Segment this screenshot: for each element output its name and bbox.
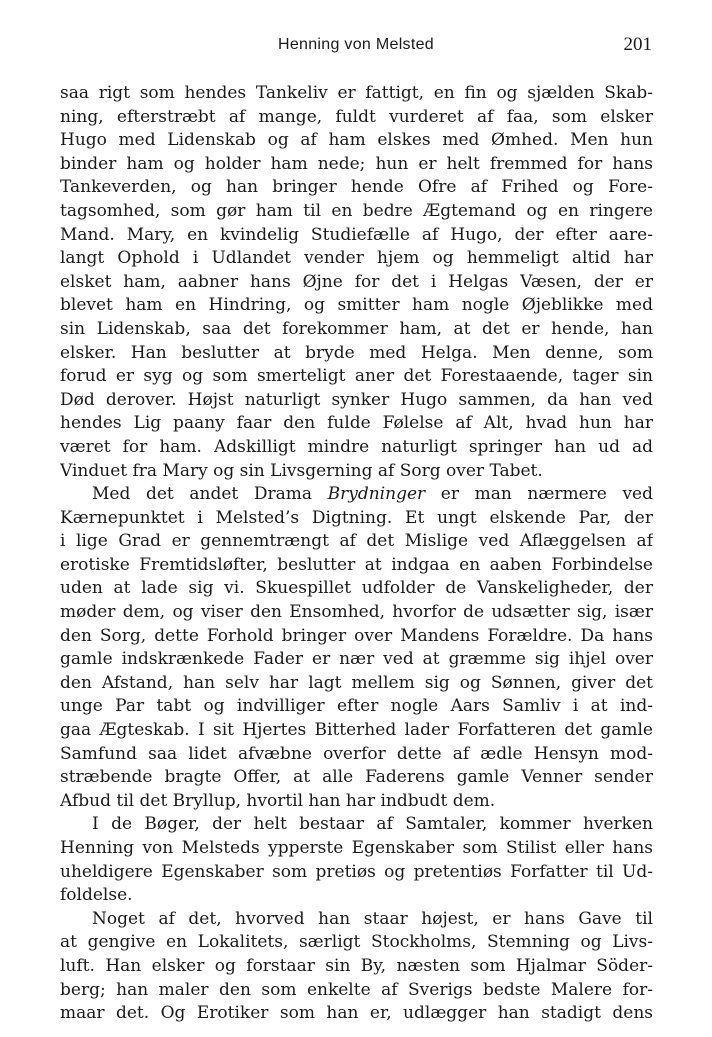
running-head: Henning von Melsted <box>277 36 434 53</box>
drama-title: Brydninger <box>327 484 426 505</box>
text-line: hendes Lig paany faar den fulde Følelse af Alt, hvad hun har <box>60 413 653 434</box>
text-line: gamle indskrænkede Fader er nær ved at græmme sig ihjel over <box>60 649 653 670</box>
text-line: gaa Ægteskab. I sit Hjertes Bitterhed lader Forfatteren det gamle <box>60 720 653 741</box>
text-line: Kærnepunktet i Melsted’s Digtning. Et ungt elskende Par, der <box>60 507 653 528</box>
text-line: unge Par tabt og indvilliger efter nogle Aars Samliv i at ind- <box>60 696 653 717</box>
text-line: Henning von Melsteds ypperste Egenskaber som Stilist eller hans <box>60 838 653 858</box>
text-line: berg; han maler den som enkelte af Sverigs bedste Malere for- <box>60 979 653 1000</box>
text-line: møder dem, og viser den Ensomhed, hvorfor de udsætter sig, især <box>60 602 653 623</box>
text-line: elsker. Han beslutter at bryde med Helga. Men denne, som <box>60 342 653 363</box>
text-line: Mand. Mary, en kvindelig Studiefælle af Hugo, der efter aare- <box>60 224 653 245</box>
text-line: binder ham og holder ham nede; hun er helt fremmed for hans <box>60 153 653 174</box>
text-line: Tankeverden, og han bringer hende Ofre af Frihed og Fore- <box>60 177 653 198</box>
text-line: i lige Grad er gennemtrængt af det Mislige ved Aflæggelsen af <box>60 531 653 552</box>
text-segment: Med det andet Drama <box>92 484 328 505</box>
text-line: Død derover. Højst naturligt synker Hugo sammen, da han ved <box>60 389 653 410</box>
text-line: uheldigere Egenskaber som pretiøs og pretentiøs Forfatter til Ud- <box>60 861 653 882</box>
text-line: Samfund saa lidet afvæbne overfor dette af ædle Hensyn mod- <box>60 743 653 764</box>
text-line: ning, efterstræbt af mange, fuldt vurderet af faa, som elsker <box>60 106 653 127</box>
text-line: erotiske Fremtidsløfter, beslutter at indgaa en aaben Forbindelse <box>60 554 653 575</box>
text-line: blevet ham en Hindring, og smitter ham nogle Øjeblikke med <box>60 295 653 316</box>
text-line: Noget af det, hvorved han staar højest, er hans Gave til <box>92 908 653 929</box>
text-segment: er man nærmere ved <box>425 484 653 505</box>
text-line: I de Bøger, der helt bestaar af Samtaler, kommer hverken <box>92 814 653 835</box>
text-line: luft. Han elsker og forstaar sin By, næsten som Hjalmar Söder- <box>60 955 653 976</box>
text-line: forud er syg og som smerteligt aner det Forestaaende, tager sin <box>60 366 653 387</box>
text-line: Hugo med Lidenskab og af ham elskes med Ømhed. Men hun <box>60 130 653 151</box>
text-line: Vinduet fra Mary og sin Livsgerning af Sorg over Tabet. <box>60 460 543 481</box>
text-line: uden at lade sig vi. Skuespillet udfolder de Vanskeligheder, der <box>60 578 653 599</box>
text-line: den Sorg, dette Forhold bringer over Mandens Forældre. Da hans <box>60 625 653 646</box>
body-text <box>60 82 653 1026</box>
text-line: været for ham. Adskilligt mindre naturligt springer han ud ad <box>60 436 653 457</box>
text-line: den Afstand, han selv har lagt mellem sig og Sønnen, giver det <box>60 672 653 693</box>
page-number: 201 <box>623 34 652 55</box>
text-line: sin Lidenskab, saa det forekommer ham, at det er hende, han <box>60 318 653 339</box>
text-line: Afbud til det Bryllup, hvortil han har indbudt dem. <box>60 790 496 811</box>
text-line <box>60 483 653 507</box>
page-header <box>60 36 652 60</box>
text-line: langt Ophold i Udlandet vender hjem og hemmeligt altid har <box>60 248 653 269</box>
text-line: foldelse. <box>60 885 133 906</box>
text-line: tagsomhed, som gør ham til en bedre Ægtemand og en ringere <box>60 200 653 221</box>
text-line: elsket ham, aabner hans Øjne for det i Helgas Væsen, der er <box>60 271 653 292</box>
text-line: stræbende bragte Offer, at alle Faderens gamle Venner sender <box>60 767 653 788</box>
text-line: at gengive en Lokalitets, særligt Stockholms, Stemning og Livs- <box>60 932 653 953</box>
text-line: maar det. Og Erotiker som han er, udlægger han stadigt dens <box>60 1003 653 1024</box>
text-line: saa rigt som hendes Tankeliv er fattigt, en fin og sjælden Skab- <box>60 83 653 103</box>
